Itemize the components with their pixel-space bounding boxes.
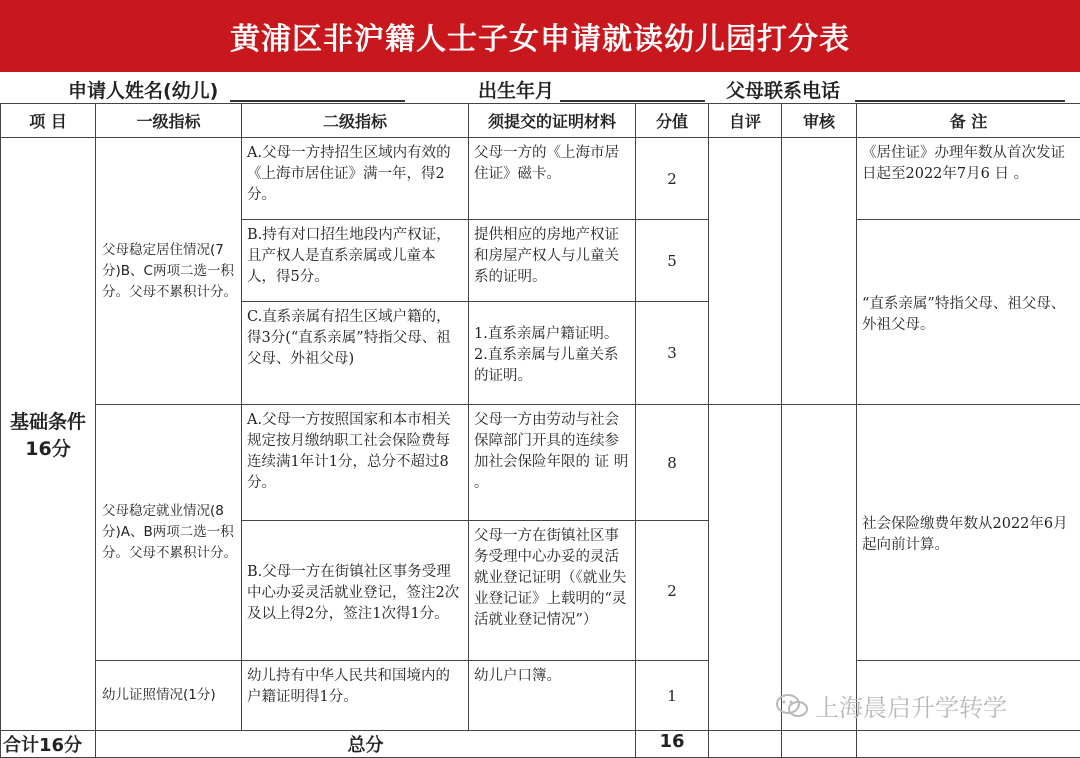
level2-cell: A.父母一方持招生区域内有效的《上海市居住证》满一年，得2分。 xyxy=(242,138,469,220)
notes-cell: 《居住证》办理年数从首次发证日起至2022年7月6 日 。 xyxy=(857,138,1080,220)
review-cell[interactable] xyxy=(782,138,857,405)
total-self-eval-cell[interactable] xyxy=(709,731,782,758)
total-label: 合计16分 xyxy=(1,731,96,758)
materials-cell: 父母一方在街镇社区事务受理中心办妥的灵活就业登记证明（《就业失业登记证》上载明的“灵活就业登记情况”） xyxy=(469,521,636,661)
applicant-name-label: 申请人姓名(幼儿) xyxy=(68,76,218,103)
birth-date-label: 出生年月 xyxy=(478,76,554,103)
header-level2: 二级指标 xyxy=(242,104,469,138)
level2-cell: B.父母一方在街镇社区事务受理中心办妥灵活就业登记，签注2次及以上得2分，签注1次得1分。 xyxy=(242,521,469,661)
total-row xyxy=(1,731,1080,758)
header-review: 审核 xyxy=(782,104,857,138)
materials-cell: 1.直系亲属户籍证明。2.直系亲属与儿童关系的证明。 xyxy=(469,302,636,405)
score-cell: 8 xyxy=(636,405,709,521)
table-header-row xyxy=(1,104,1080,138)
notes-cell: “直系亲属”特指父母、祖父母、外祖父母。 xyxy=(857,220,1080,405)
score-cell: 2 xyxy=(636,521,709,661)
applicant-name-field[interactable] xyxy=(230,100,405,102)
sum-value: 16 xyxy=(636,731,709,758)
wechat-icon xyxy=(775,692,809,720)
parent-phone-label: 父母联系电话 xyxy=(726,76,840,103)
birth-date-field[interactable] xyxy=(560,100,705,102)
score-cell: 3 xyxy=(636,302,709,405)
watermark xyxy=(775,688,1007,723)
header-notes: 备 注 xyxy=(857,104,1080,138)
header-project: 项 目 xyxy=(1,104,96,138)
level1-residence: 父母稳定居住情况(7分)B、C两项二选一积分。父母不累积计分。 xyxy=(96,138,242,405)
header-self-eval: 自评 xyxy=(709,104,782,138)
parent-phone-field[interactable] xyxy=(855,100,1065,102)
score-cell: 5 xyxy=(636,220,709,302)
score-cell: 1 xyxy=(636,661,709,731)
level1-employment: 父母稳定就业情况(8分)A、B两项二选一积分。父母不累积计分。 xyxy=(96,405,242,661)
level2-cell: B.持有对口招生地段内产权证，且产权人是直系亲属或儿童本人，得5分。 xyxy=(242,220,469,302)
header-score: 分值 xyxy=(636,104,709,138)
materials-cell: 提供相应的房地产权证和房屋产权人与儿童关系的证明。 xyxy=(469,220,636,302)
sum-label: 总分 xyxy=(96,731,636,758)
applicant-info-row xyxy=(0,74,1080,104)
project-basic-conditions: 基础条件 16分 xyxy=(1,138,96,731)
materials-cell: 幼儿户口簿。 xyxy=(469,661,636,731)
total-notes-cell xyxy=(857,731,1080,758)
table-row xyxy=(1,405,1080,521)
level1-certificate: 幼儿证照情况(1分) xyxy=(96,661,242,731)
materials-cell: 父母一方由劳动与社会保障部门开具的连续参加社会保险年限的 证 明 。 xyxy=(469,405,636,521)
level2-cell: 幼儿持有中华人民共和国境内的户籍证明得1分。 xyxy=(242,661,469,731)
header-level1: 一级指标 xyxy=(96,104,242,138)
materials-cell: 父母一方的《上海市居住证》磁卡。 xyxy=(469,138,636,220)
score-table xyxy=(0,103,1080,758)
header-materials: 须提交的证明材料 xyxy=(469,104,636,138)
review-cell[interactable] xyxy=(782,405,857,731)
page-title: 黄浦区非沪籍人士子女申请就读幼儿园打分表 xyxy=(0,0,1080,72)
level2-cell: C.直系亲属有招生区域户籍的，得3分(“直系亲属”特指父母、祖父母、外祖父母) xyxy=(242,302,469,405)
notes-cell: 社会保险缴费年数从2022年6月起向前计算。 xyxy=(857,405,1080,661)
level2-cell: A.父母一方按照国家和本市相关规定按月缴纳职工社会保险费每连续满1年计1分，总分不超过8分。 xyxy=(242,405,469,521)
self-eval-cell[interactable] xyxy=(709,138,782,405)
self-eval-cell[interactable] xyxy=(709,405,782,731)
watermark-text: 上海晨启升学转学 xyxy=(815,688,1007,723)
total-review-cell[interactable] xyxy=(782,731,857,758)
table-row xyxy=(1,138,1080,220)
score-cell: 2 xyxy=(636,138,709,220)
